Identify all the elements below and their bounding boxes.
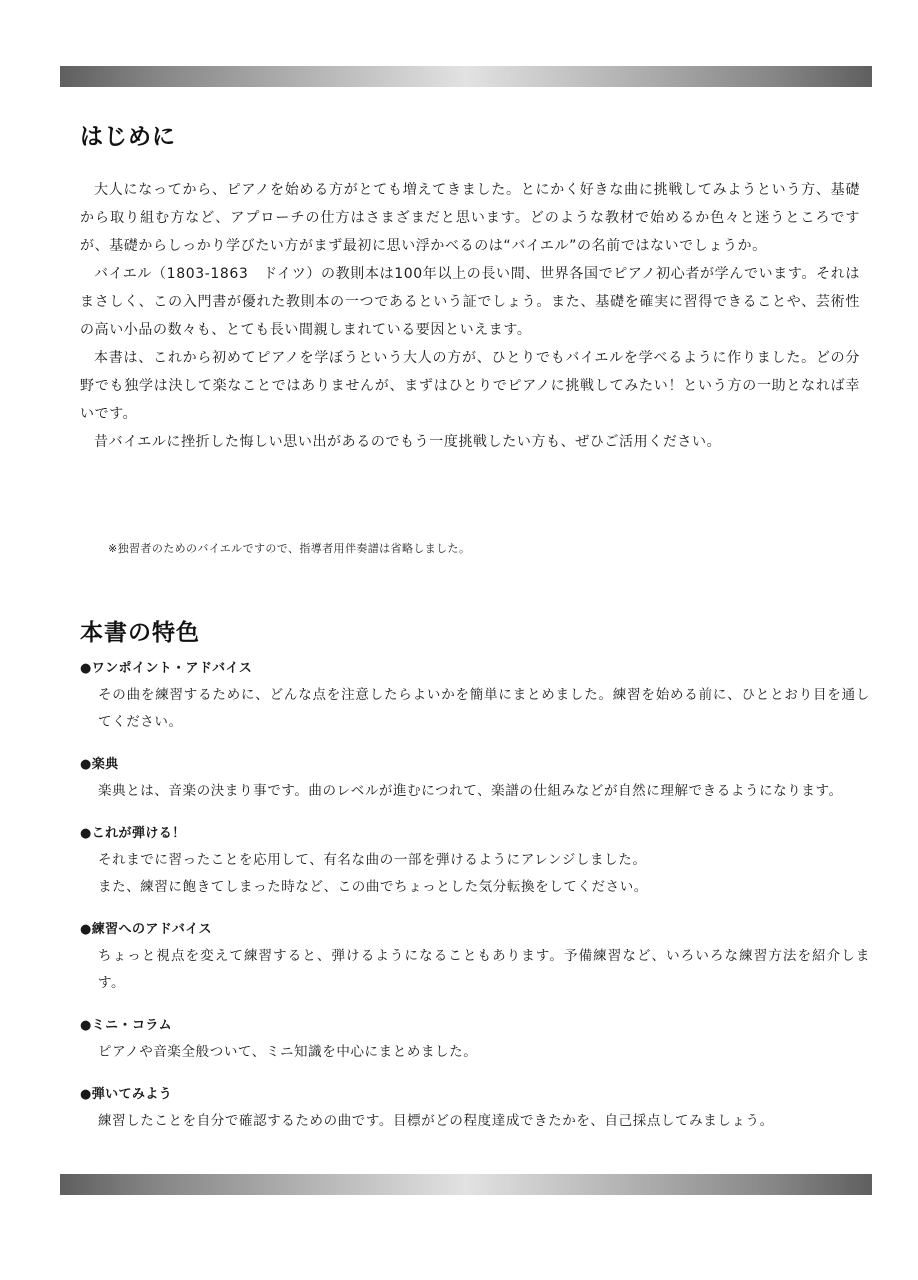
feature-title: ●弾いてみよう [80,1087,173,1102]
features-heading: 本書の特色 [80,619,200,646]
intro-paragraph-2: バイエル（1803-1863 ドイツ）の教則本は100年以上の長い間、世界各国でピアノ初心者が学んでいます。それはまさしく、この入門書が優れた教則本の一つであるという証でしょう。また、基礎を確実に習得できることや、芸術性の高い小品の数々も、とても長い間親しまれている要因といえます。 [80,266,860,338]
feature-item-practice-advice [80,919,870,997]
intro-paragraph-1: 大人になってから、ピアノを始める方がとても増えてきました。とにかく好きな曲に挑戦してみようという方、基礎から取り組む方など、アプローチの仕方はさまざまだと思います。どのような教材で始めるか色々と迷うところですが、基礎からしっかり学びたい方がまず最初に思い浮かべるのは“バイエル”の名前ではないでしょうか。 [80,182,860,254]
feature-description: その曲を練習するために、どんな点を注意したらよいかを簡単にまとめました。練習を始める前に、ひととおり目を通してください。 [98,687,870,730]
intro-paragraph-4: 昔バイエルに挫折した悔しい思い出があるのでもう一度挑戦したい方も、ぜひご活用ください。 [94,434,722,450]
intro-note: ※独習者のためのバイエルですので、指導者用伴奏譜は省略しました。 [108,542,471,555]
bottom-decorative-bar [60,1174,872,1195]
feature-description: それまでに習ったことを応用して、有名な曲の一部を弾けるようにアレンジしました。 また、練習に飽きてしまった時など、この曲でちょっとした気分転換をしてください。 [98,852,648,895]
feature-title: ●練習へのアドバイス [80,922,212,937]
feature-description: ピアノや音楽全般ついて、ミニ知識を中心にまとめました。 [98,1044,478,1060]
feature-description: 練習したことを自分で確認するための曲です。目標がどの程度達成できたかを、自己採点してみましょう。 [98,1113,774,1129]
feature-item-music-theory [80,754,870,805]
feature-description: ちょっと視点を変えて練習すると、弾けるようになることもあります。予備練習など、いろいろな練習方法を紹介します。 [98,948,870,991]
intro-body [80,176,860,456]
feature-item-lets-play [80,1084,870,1135]
feature-title: ●ワンポイント・アドバイス [80,661,253,676]
features-list [80,658,870,1153]
intro-heading: はじめに [80,123,176,150]
feature-title: ●ミニ・コラム [80,1018,173,1033]
top-decorative-bar [60,66,872,87]
feature-item-mini-column [80,1015,870,1066]
feature-item-one-point-advice [80,658,870,736]
intro-paragraph-3: 本書は、これから初めてピアノを学ぼうという大人の方が、ひとりでもバイエルを学べるように作りました。どの分野でも独学は決して楽なことではありませんが、まずはひとりでピアノに挑戦してみたい！という方の一助となれば幸いです。 [80,350,860,422]
feature-item-playable-piece [80,823,870,901]
feature-title: ●楽典 [80,757,119,772]
feature-title: ●これが弾ける！ [80,826,186,841]
feature-description: 楽典とは、音楽の決まり事です。曲のレベルが進むにつれて、楽譜の仕組みなどが自然に理解できるようになります。 [98,783,843,799]
